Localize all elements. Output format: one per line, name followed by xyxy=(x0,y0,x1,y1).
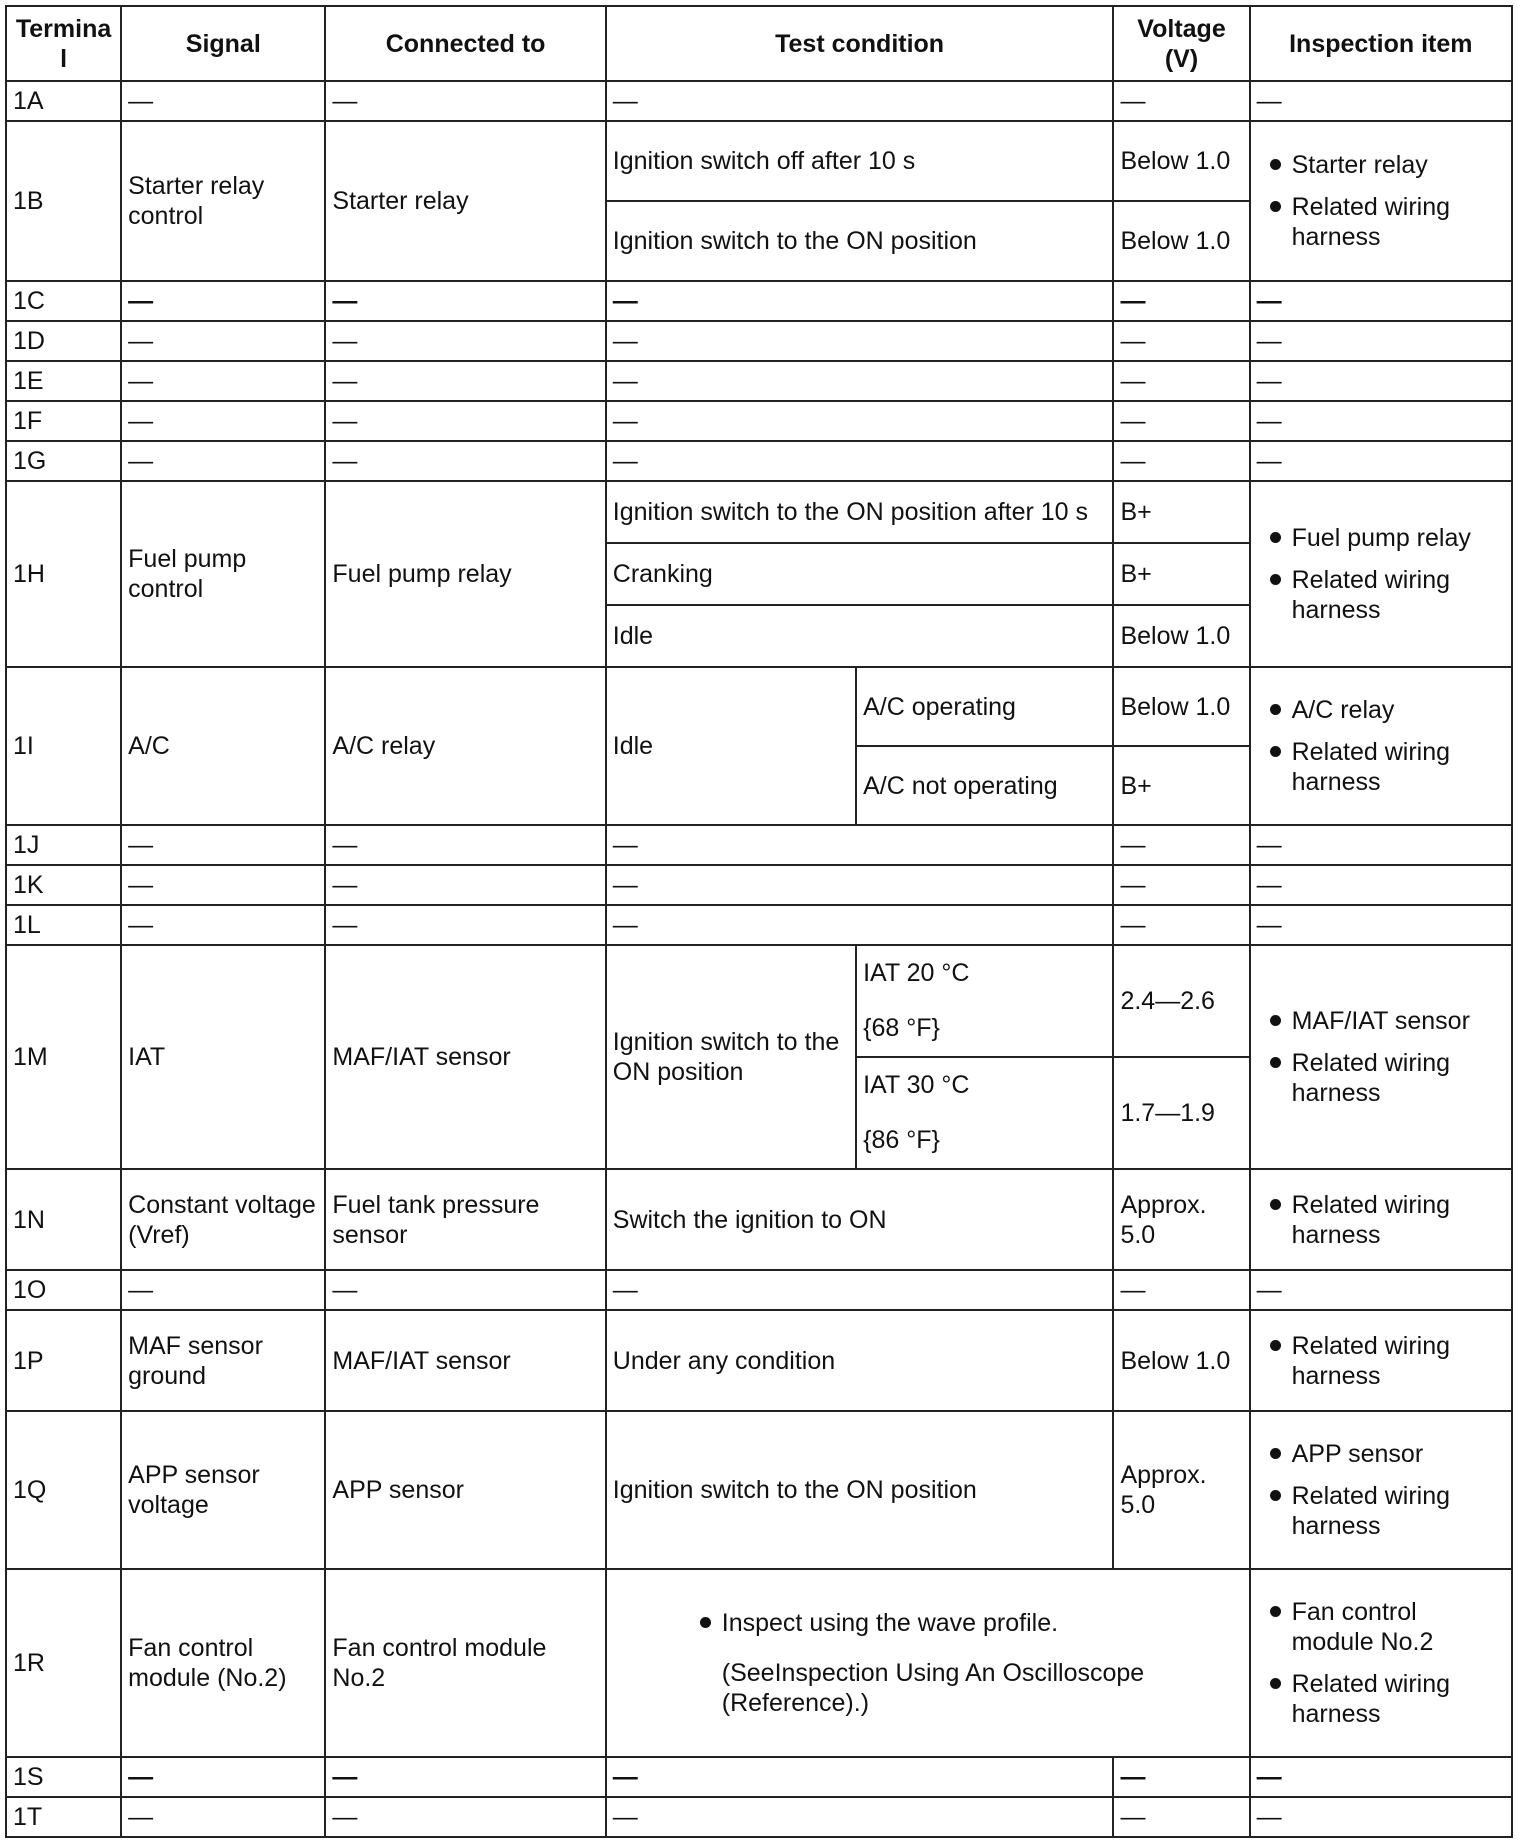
inspection-cell: — xyxy=(1250,825,1512,865)
test-cell: — xyxy=(606,81,1114,121)
connected-cell: — xyxy=(325,1757,605,1797)
connected-cell: Fan control module No.2 xyxy=(325,1569,605,1757)
terminal-cell: 1S xyxy=(6,1757,121,1797)
connected-cell: APP sensor xyxy=(325,1411,605,1569)
test-cell: Ignition switch to the ON position xyxy=(606,201,1114,281)
inspection-cell: — xyxy=(1250,1270,1512,1310)
terminal-cell: 1E xyxy=(6,361,121,401)
voltage-cell: B+ xyxy=(1113,746,1249,825)
signal-cell: — xyxy=(121,905,325,945)
table-row xyxy=(6,1411,1512,1569)
table-row xyxy=(6,945,1512,1057)
signal-cell: — xyxy=(121,401,325,441)
terminal-cell: 1M xyxy=(6,945,121,1169)
voltage-cell: 2.4—2.6 xyxy=(1113,945,1249,1057)
test-cell: — xyxy=(606,401,1114,441)
voltage-cell: Below 1.0 xyxy=(1113,201,1249,281)
table-row xyxy=(6,441,1512,481)
table-row xyxy=(6,481,1512,543)
signal-cell: Fan control module (No.2) xyxy=(121,1569,325,1757)
header-inspection-item: Inspection item xyxy=(1250,6,1512,81)
waveform-note-cell xyxy=(606,1569,1250,1757)
connected-cell: — xyxy=(325,281,605,321)
inspection-cell: — xyxy=(1250,401,1512,441)
connected-cell: — xyxy=(325,401,605,441)
terminal-cell: 1F xyxy=(6,401,121,441)
inspection-cell: — xyxy=(1250,281,1512,321)
terminal-cell: 1G xyxy=(6,441,121,481)
test-cell: — xyxy=(606,905,1114,945)
inspection-list xyxy=(1257,695,1505,797)
connected-cell: — xyxy=(325,441,605,481)
voltage-cell: — xyxy=(1113,441,1249,481)
signal-cell: A/C xyxy=(121,667,325,825)
table-row xyxy=(6,825,1512,865)
voltage-cell: Below 1.0 xyxy=(1113,605,1249,667)
test-cell: — xyxy=(606,441,1114,481)
terminal-cell: 1P xyxy=(6,1310,121,1411)
table-row xyxy=(6,121,1512,201)
list-item: Related wiring harness xyxy=(1257,737,1505,797)
signal-cell: Starter relay control xyxy=(121,121,325,281)
inspection-cell: — xyxy=(1250,361,1512,401)
test-cell: — xyxy=(606,865,1114,905)
signal-cell: Fuel pump control xyxy=(121,481,325,667)
inspection-cell: — xyxy=(1250,905,1512,945)
voltage-cell: — xyxy=(1113,865,1249,905)
signal-cell: — xyxy=(121,825,325,865)
connected-cell: — xyxy=(325,321,605,361)
subcondition-cell: A/C not operating xyxy=(856,746,1113,825)
voltage-cell: — xyxy=(1113,1797,1249,1837)
connected-cell: — xyxy=(325,865,605,905)
signal-cell: — xyxy=(121,1797,325,1837)
connected-cell: Starter relay xyxy=(325,121,605,281)
signal-cell: IAT xyxy=(121,945,325,1169)
inspection-list xyxy=(1257,1331,1505,1391)
voltage-cell: — xyxy=(1113,81,1249,121)
table-row xyxy=(6,401,1512,441)
terminal-cell: 1L xyxy=(6,905,121,945)
test-cell: — xyxy=(606,1797,1114,1837)
inspection-list xyxy=(1257,1190,1505,1250)
terminal-cell: 1H xyxy=(6,481,121,667)
terminal-cell: 1K xyxy=(6,865,121,905)
table-row xyxy=(6,321,1512,361)
temp-fahrenheit: {86 °F} xyxy=(863,1126,940,1154)
voltage-cell: — xyxy=(1113,401,1249,441)
table-row xyxy=(6,1270,1512,1310)
voltage-cell: — xyxy=(1113,321,1249,361)
voltage-cell: Below 1.0 xyxy=(1113,1310,1249,1411)
subcondition-cell: A/C operating xyxy=(856,667,1113,746)
test-cell: Cranking xyxy=(606,543,1114,605)
voltage-cell: — xyxy=(1113,361,1249,401)
inspection-cell xyxy=(1250,667,1512,825)
signal-cell: — xyxy=(121,321,325,361)
table-row xyxy=(6,905,1512,945)
header-signal: Signal xyxy=(121,6,325,81)
list-item: Related wiring harness xyxy=(1257,1669,1505,1729)
table-row xyxy=(6,1310,1512,1411)
terminal-cell: 1A xyxy=(6,81,121,121)
test-cell: — xyxy=(606,361,1114,401)
signal-cell: — xyxy=(121,441,325,481)
connected-cell: — xyxy=(325,361,605,401)
oscilloscope-reference: (SeeInspection Using An Oscilloscope (Reference).) xyxy=(721,1659,1145,1717)
subcondition-cell xyxy=(856,1057,1113,1169)
list-item: APP sensor xyxy=(1257,1439,1505,1469)
list-item: Related wiring harness xyxy=(1257,565,1505,625)
test-cell: Ignition switch to the ON position xyxy=(606,1411,1114,1569)
list-item: Inspect using the wave profile. xyxy=(687,1608,1243,1638)
voltage-cell: B+ xyxy=(1113,543,1249,605)
header-test-condition: Test condition xyxy=(606,6,1114,81)
terminal-cell: 1T xyxy=(6,1797,121,1837)
header-connected-to: Connected to xyxy=(325,6,605,81)
list-item: Related wiring harness xyxy=(1257,1481,1505,1541)
list-item: Starter relay xyxy=(1257,150,1505,180)
test-cell: — xyxy=(606,321,1114,361)
inspection-cell: — xyxy=(1250,321,1512,361)
test-cell: — xyxy=(606,825,1114,865)
table-row xyxy=(6,1169,1512,1270)
test-cell: Idle xyxy=(606,605,1114,667)
temp-fahrenheit: {68 °F} xyxy=(863,1014,940,1042)
list-item: Related wiring harness xyxy=(1257,1048,1505,1108)
connected-cell: Fuel tank pressure sensor xyxy=(325,1169,605,1270)
terminal-cell: 1D xyxy=(6,321,121,361)
connected-cell: — xyxy=(325,905,605,945)
inspection-cell xyxy=(1250,121,1512,281)
list-item: Related wiring harness xyxy=(1257,1190,1505,1250)
test-cell: Under any condition xyxy=(606,1310,1114,1411)
inspection-cell: — xyxy=(1250,1797,1512,1837)
connected-cell: MAF/IAT sensor xyxy=(325,945,605,1169)
table-row xyxy=(6,361,1512,401)
connected-cell: A/C relay xyxy=(325,667,605,825)
signal-cell: — xyxy=(121,361,325,401)
temp-celsius: IAT 20 °C xyxy=(863,959,970,987)
test-cell: Ignition switch off after 10 s xyxy=(606,121,1114,201)
terminal-cell: 1B xyxy=(6,121,121,281)
inspection-list xyxy=(1257,523,1505,625)
connected-cell: — xyxy=(325,1270,605,1310)
header-row xyxy=(6,6,1512,81)
terminal-cell: 1N xyxy=(6,1169,121,1270)
list-item: Fan control module No.2 xyxy=(1257,1597,1505,1657)
signal-cell: Constant voltage (Vref) xyxy=(121,1169,325,1270)
list-item: Related wiring harness xyxy=(1257,1331,1505,1391)
test-cell: Ignition switch to the ON position xyxy=(606,945,856,1169)
terminal-cell: 1R xyxy=(6,1569,121,1757)
table-row xyxy=(6,865,1512,905)
inspection-cell xyxy=(1250,1569,1512,1757)
connected-cell: — xyxy=(325,81,605,121)
inspection-cell: — xyxy=(1250,865,1512,905)
table-row xyxy=(6,281,1512,321)
list-item: Related wiring harness xyxy=(1257,192,1505,252)
table-row xyxy=(6,1797,1512,1837)
inspection-list xyxy=(1257,1006,1505,1108)
inspection-cell xyxy=(1250,1411,1512,1569)
voltage-cell: — xyxy=(1113,905,1249,945)
terminal-cell: 1I xyxy=(6,667,121,825)
terminal-inspection-table xyxy=(5,5,1513,1838)
connected-cell: Fuel pump relay xyxy=(325,481,605,667)
list-item: Fuel pump relay xyxy=(1257,523,1505,553)
terminal-cell: 1Q xyxy=(6,1411,121,1569)
signal-cell: — xyxy=(121,1757,325,1797)
voltage-cell: Approx. 5.0 xyxy=(1113,1411,1249,1569)
signal-cell: — xyxy=(121,865,325,905)
inspection-cell: — xyxy=(1250,1757,1512,1797)
inspection-cell xyxy=(1250,945,1512,1169)
test-cell: — xyxy=(606,281,1114,321)
test-cell: — xyxy=(606,1757,1114,1797)
test-cell: Ignition switch to the ON position after 10 s xyxy=(606,481,1114,543)
terminal-cell: 1J xyxy=(6,825,121,865)
inspection-cell: — xyxy=(1250,81,1512,121)
voltage-cell: B+ xyxy=(1113,481,1249,543)
signal-cell: — xyxy=(121,1270,325,1310)
temp-celsius: IAT 30 °C xyxy=(863,1071,970,1099)
voltage-cell: 1.7—1.9 xyxy=(1113,1057,1249,1169)
connected-cell: — xyxy=(325,1797,605,1837)
subcondition-cell xyxy=(856,945,1113,1057)
connected-cell: — xyxy=(325,825,605,865)
voltage-cell: — xyxy=(1113,1757,1249,1797)
voltage-cell: — xyxy=(1113,1270,1249,1310)
header-voltage: Voltage (V) xyxy=(1113,6,1249,81)
inspection-list xyxy=(1257,1597,1505,1729)
voltage-cell: Approx. 5.0 xyxy=(1113,1169,1249,1270)
signal-cell: — xyxy=(121,81,325,121)
connected-cell: MAF/IAT sensor xyxy=(325,1310,605,1411)
terminal-cell: 1C xyxy=(6,281,121,321)
inspection-cell xyxy=(1250,481,1512,667)
terminal-cell: 1O xyxy=(6,1270,121,1310)
voltage-cell: — xyxy=(1113,281,1249,321)
inspection-cell xyxy=(1250,1310,1512,1411)
table-row xyxy=(6,1569,1512,1757)
table-row xyxy=(6,1757,1512,1797)
test-cell: Idle xyxy=(606,667,856,825)
note-list xyxy=(687,1608,1243,1638)
voltage-cell: Below 1.0 xyxy=(1113,121,1249,201)
signal-cell: MAF sensor ground xyxy=(121,1310,325,1411)
test-cell: — xyxy=(606,1270,1114,1310)
table-row xyxy=(6,667,1512,746)
inspection-list xyxy=(1257,1439,1505,1541)
signal-cell: APP sensor voltage xyxy=(121,1411,325,1569)
list-item: A/C relay xyxy=(1257,695,1505,725)
header-terminal: Terminal xyxy=(6,6,121,81)
signal-cell: — xyxy=(121,281,325,321)
table-row xyxy=(6,81,1512,121)
voltage-cell: Below 1.0 xyxy=(1113,667,1249,746)
test-cell: Switch the ignition to ON xyxy=(606,1169,1114,1270)
inspection-cell: — xyxy=(1250,441,1512,481)
inspection-list xyxy=(1257,150,1505,252)
voltage-cell: — xyxy=(1113,825,1249,865)
inspection-cell xyxy=(1250,1169,1512,1270)
list-item: MAF/IAT sensor xyxy=(1257,1006,1505,1036)
